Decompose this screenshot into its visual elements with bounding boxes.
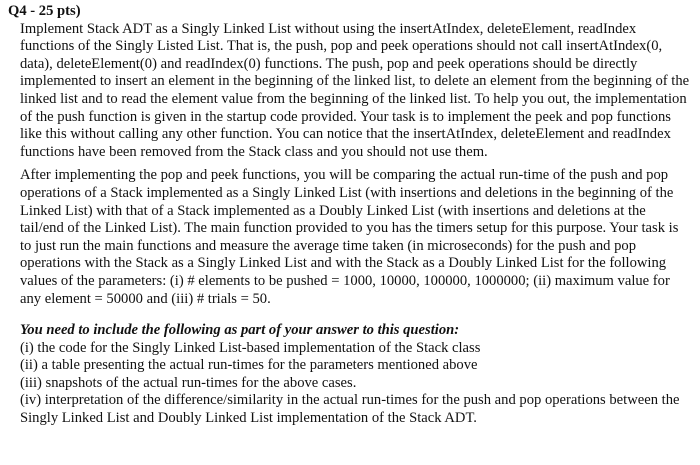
requirements-list — [20, 340, 692, 428]
requirement-item: (iv) interpretation of the difference/similarity in the actual run-times for the push and pop operations between the Singly Linked List and Doubly Linked List implementation of the Stack ADT. — [20, 392, 680, 427]
requirement-item: (i) the code for the Singly Linked List-based implementation of the Stack class — [20, 339, 481, 356]
question-heading: Q4 - 25 pts) — [8, 3, 81, 19]
requirement-item: (iii) snapshots of the actual run-times for the above cases. — [20, 374, 357, 391]
requirement-item: (ii) a table presenting the actual run-times for the parameters mentioned above — [20, 357, 478, 374]
instructions-paragraph-1: Implement Stack ADT as a Singly Linked List without using the insertAtIndex, deleteElement, readIndex functions of the Singly Listed List. That is, the push, pop and peek operations should not call insertAtIndex(0, data), deleteElement(0) and readIndex(0) functions. The push, pop and peek operations should be directly implemented to insert an element in the beginning of the linked list, to delete an element from the beginning of the linked list and to read the element value from the beginning of the linked list. To help you out, the implementation of the push function is given in the startup code provided. Your task is to implement the peek and pop functions like this without calling any other function. You can notice that the insertAtIndex, deleteElement and readIndex functions have been removed from the Stack class and you should not use them. — [20, 20, 690, 160]
requirements-title: You need to include the following as part of your answer to this question: — [20, 322, 460, 339]
instructions-paragraph-2: After implementing the pop and peek functions, you will be comparing the actual run-time of the push and pop operations of a Stack implemented as a Singly Linked List (with insertions and deletions in the beginning of the Linked List) with that of a Stack implemented as a Doubly Linked List (with insertions and deletions at the tail/end of the Linked List). The main function provided to you has the timers setup for this purpose. Your task is to just run the main functions and measure the average time taken (in microseconds) for the push and pop operations with the Stack as a Singly Linked List and with the Stack as a Doubly Linked List for the following values of the parameters: (i) # elements to be pushed = 1000, 10000, 100000, 1000000; (ii) maximum value for any element = 50000 and (iii) # trials = 50. — [20, 167, 679, 307]
